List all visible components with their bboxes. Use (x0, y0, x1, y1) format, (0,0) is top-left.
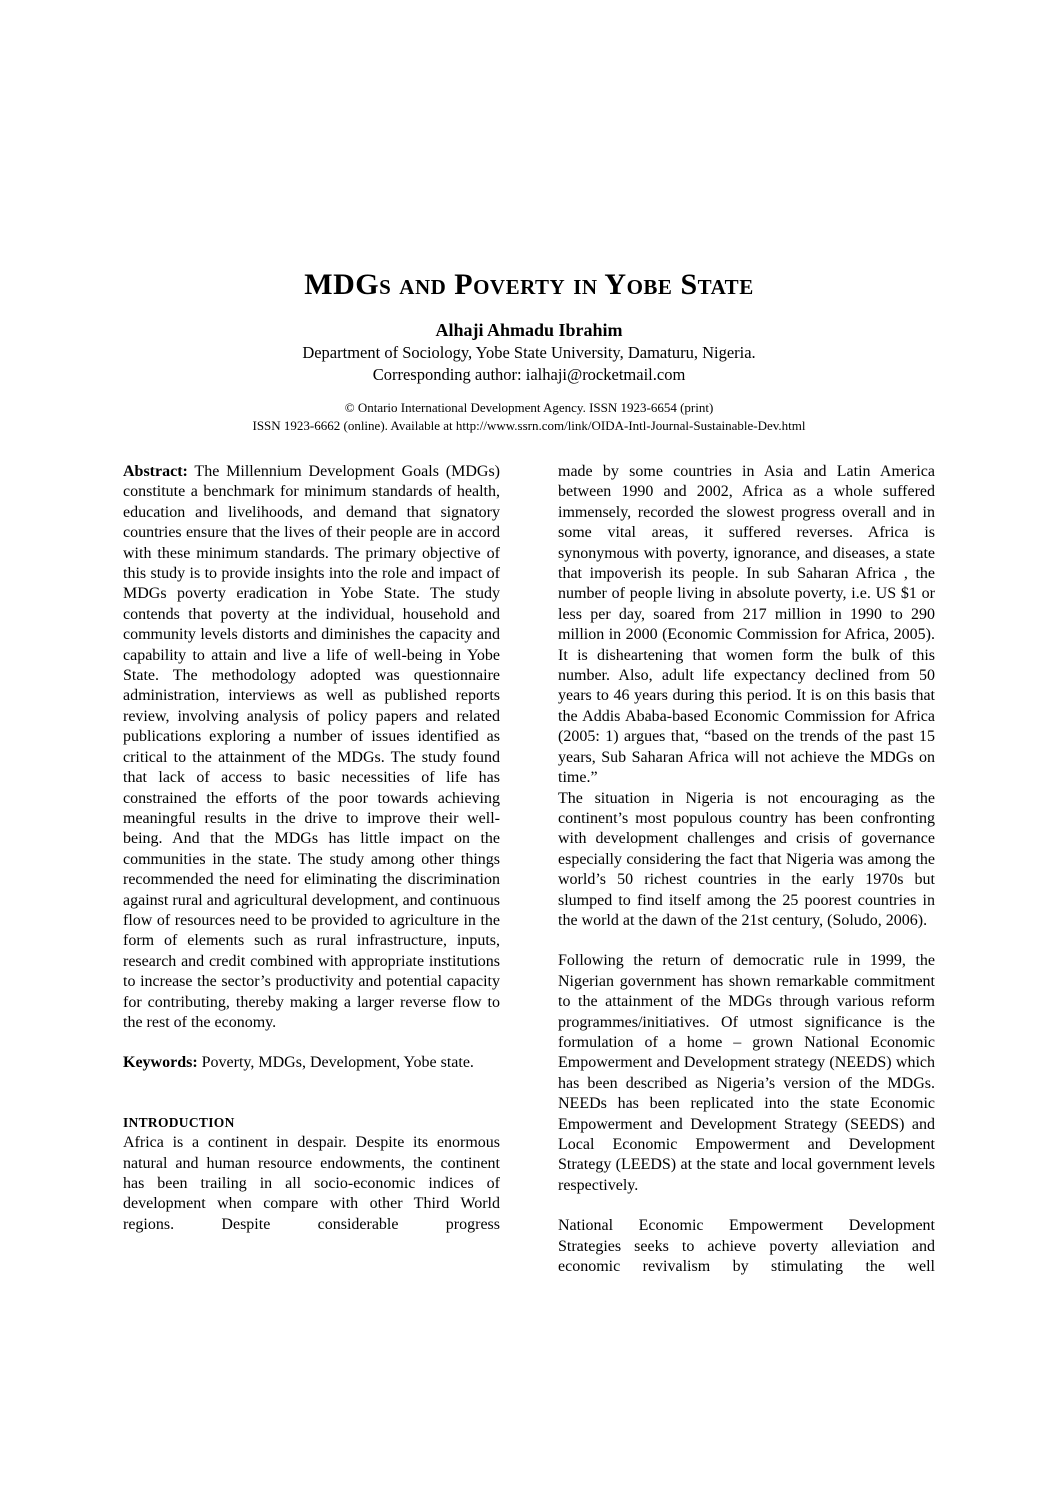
paper-header (0, 0, 1058, 434)
publisher-issn-block (0, 399, 1058, 434)
body-paragraph: made by some countries in Asia and Latin America between 1990 and 2002, Africa as a whole suffered immensely, recorded the slowest progress overall and in some vital areas, it suffered reverses. Africa is synonymous with poverty, ignorance, and diseases, a state that impoverish its people. In sub Saharan Africa , the number of people living in absolute poverty, i.e. US $1 or less per day, soared from 217 million in 1990 to 290 million in 2000 (Economic Commission for Africa, 2005). It is disheartening that women form the bulk of this number. Also, adult life expectancy declined from 50 years to 46 years during this period. It is on this basis that the Addis Ababa-based Economic Commission for Africa (2005: 1) argues that, “based on the trends of the past 15 years, Sub Saharan Africa will not achieve the MDGs on time.” (558, 463, 935, 787)
author-affiliation: Department of Sociology, Yobe State University, Damaturu, Nigeria. (302, 343, 756, 362)
body-paragraph: The situation in Nigeria is not encouraging as the continent’s most populous country has been confronting with development challenges and crisis of governance especially considering the fact that Nigeria was among the world’s 50 richest countries in the early 1970s but slumped to find itself among the 25 poorest countries in the world at the dawn of the 21st century, (Soludo, 2006). (558, 789, 935, 929)
author-block (0, 319, 1058, 386)
two-column-body (0, 462, 1058, 1277)
abstract-paragraph (123, 462, 500, 1033)
abstract-label: Abstract: (123, 463, 188, 480)
corresponding-author-email: Corresponding author: ialhaji@rocketmail.com (372, 365, 686, 384)
body-paragraph: Following the return of democratic rule in 1999, the Nigerian government has shown remarkable commitment to the attainment of the MDGs through various reform programmes/initiatives. Of utmost significance is the formulation of a home – grown National Economic Empowerment and Development strategy (NEEDS) which has been described as Nigeria’s version of the MDGs. NEEDs has been replicated into the state Economic Empowerment and Development Strategy (SEEDS) and Local Economic Empowerment and Development Strategy (LEEDS) at the state and local government levels respectively. (558, 952, 935, 1194)
introduction-heading: INTRODUCTION (123, 1114, 235, 1130)
keywords-text: Poverty, MDGs, Development, Yobe state. (197, 1054, 474, 1072)
right-column (558, 462, 935, 1277)
keywords-label: Keywords: (123, 1054, 198, 1072)
introduction-paragraph: Africa is a continent in despair. Despite its enormous natural and human resource endowments, the continent has been trailing in all socio-economic indices of development when compare with other Third World regions. Despite considerable progress (123, 1134, 500, 1233)
keywords-paragraph (123, 1053, 500, 1073)
body-paragraph: National Economic Empowerment Development Strategies seeks to achieve poverty alleviation and economic revivalism by stimulating the well (558, 1217, 935, 1276)
abstract-text: The Millennium Development Goals (MDGs) constitute a benchmark for minimum standards of health, education and livelihoods, and demand that signatory countries ensure that the lives of their people are in accord with these minimum standards. The primary objective of this study is to provide insights into the role and impact of MDGs poverty eradication in Yobe State. The study contends that poverty at the individual, household and community levels distorts and diminishes the capacity and capability to attain and live a life of well-being in Yobe State. The methodology adopted was questionnaire administration, interviews as well as published reports review, involving analysis of policy papers and related publications exploring a number of issues identified as critical to the attainment of the MDGs. The study found that lack of access to basic necessities of life has constrained the efforts of the poor towards achieving meaningful results in the drive to improve their well-being. And that the MDGs has little impact on the communities in the state. The study among other things recommended the need for eliminating the discrimination against rural and agricultural development, and continuous flow of resources need to be provided to agriculture in the form of elements such as rural infrastructure, inputs, research and credit combined with appropriate institutions to increase the sector’s productivity and potential capacity for contributing, thereby making a larger reverse flow to the rest of the economy. (123, 463, 500, 1031)
author-name: Alhaji Ahmadu Ibrahim (435, 320, 623, 340)
issn-online-url-line: ISSN 1923-6662 (online). Available at http://www.ssrn.com/link/OIDA-Intl-Journal-Sustainable-Dev.html (252, 417, 806, 433)
left-column (123, 462, 500, 1277)
paper-title: MDGs and Poverty in Yobe State (304, 268, 754, 301)
copyright-issn-print-line: © Ontario International Development Agency. ISSN 1923-6654 (print) (344, 400, 714, 415)
